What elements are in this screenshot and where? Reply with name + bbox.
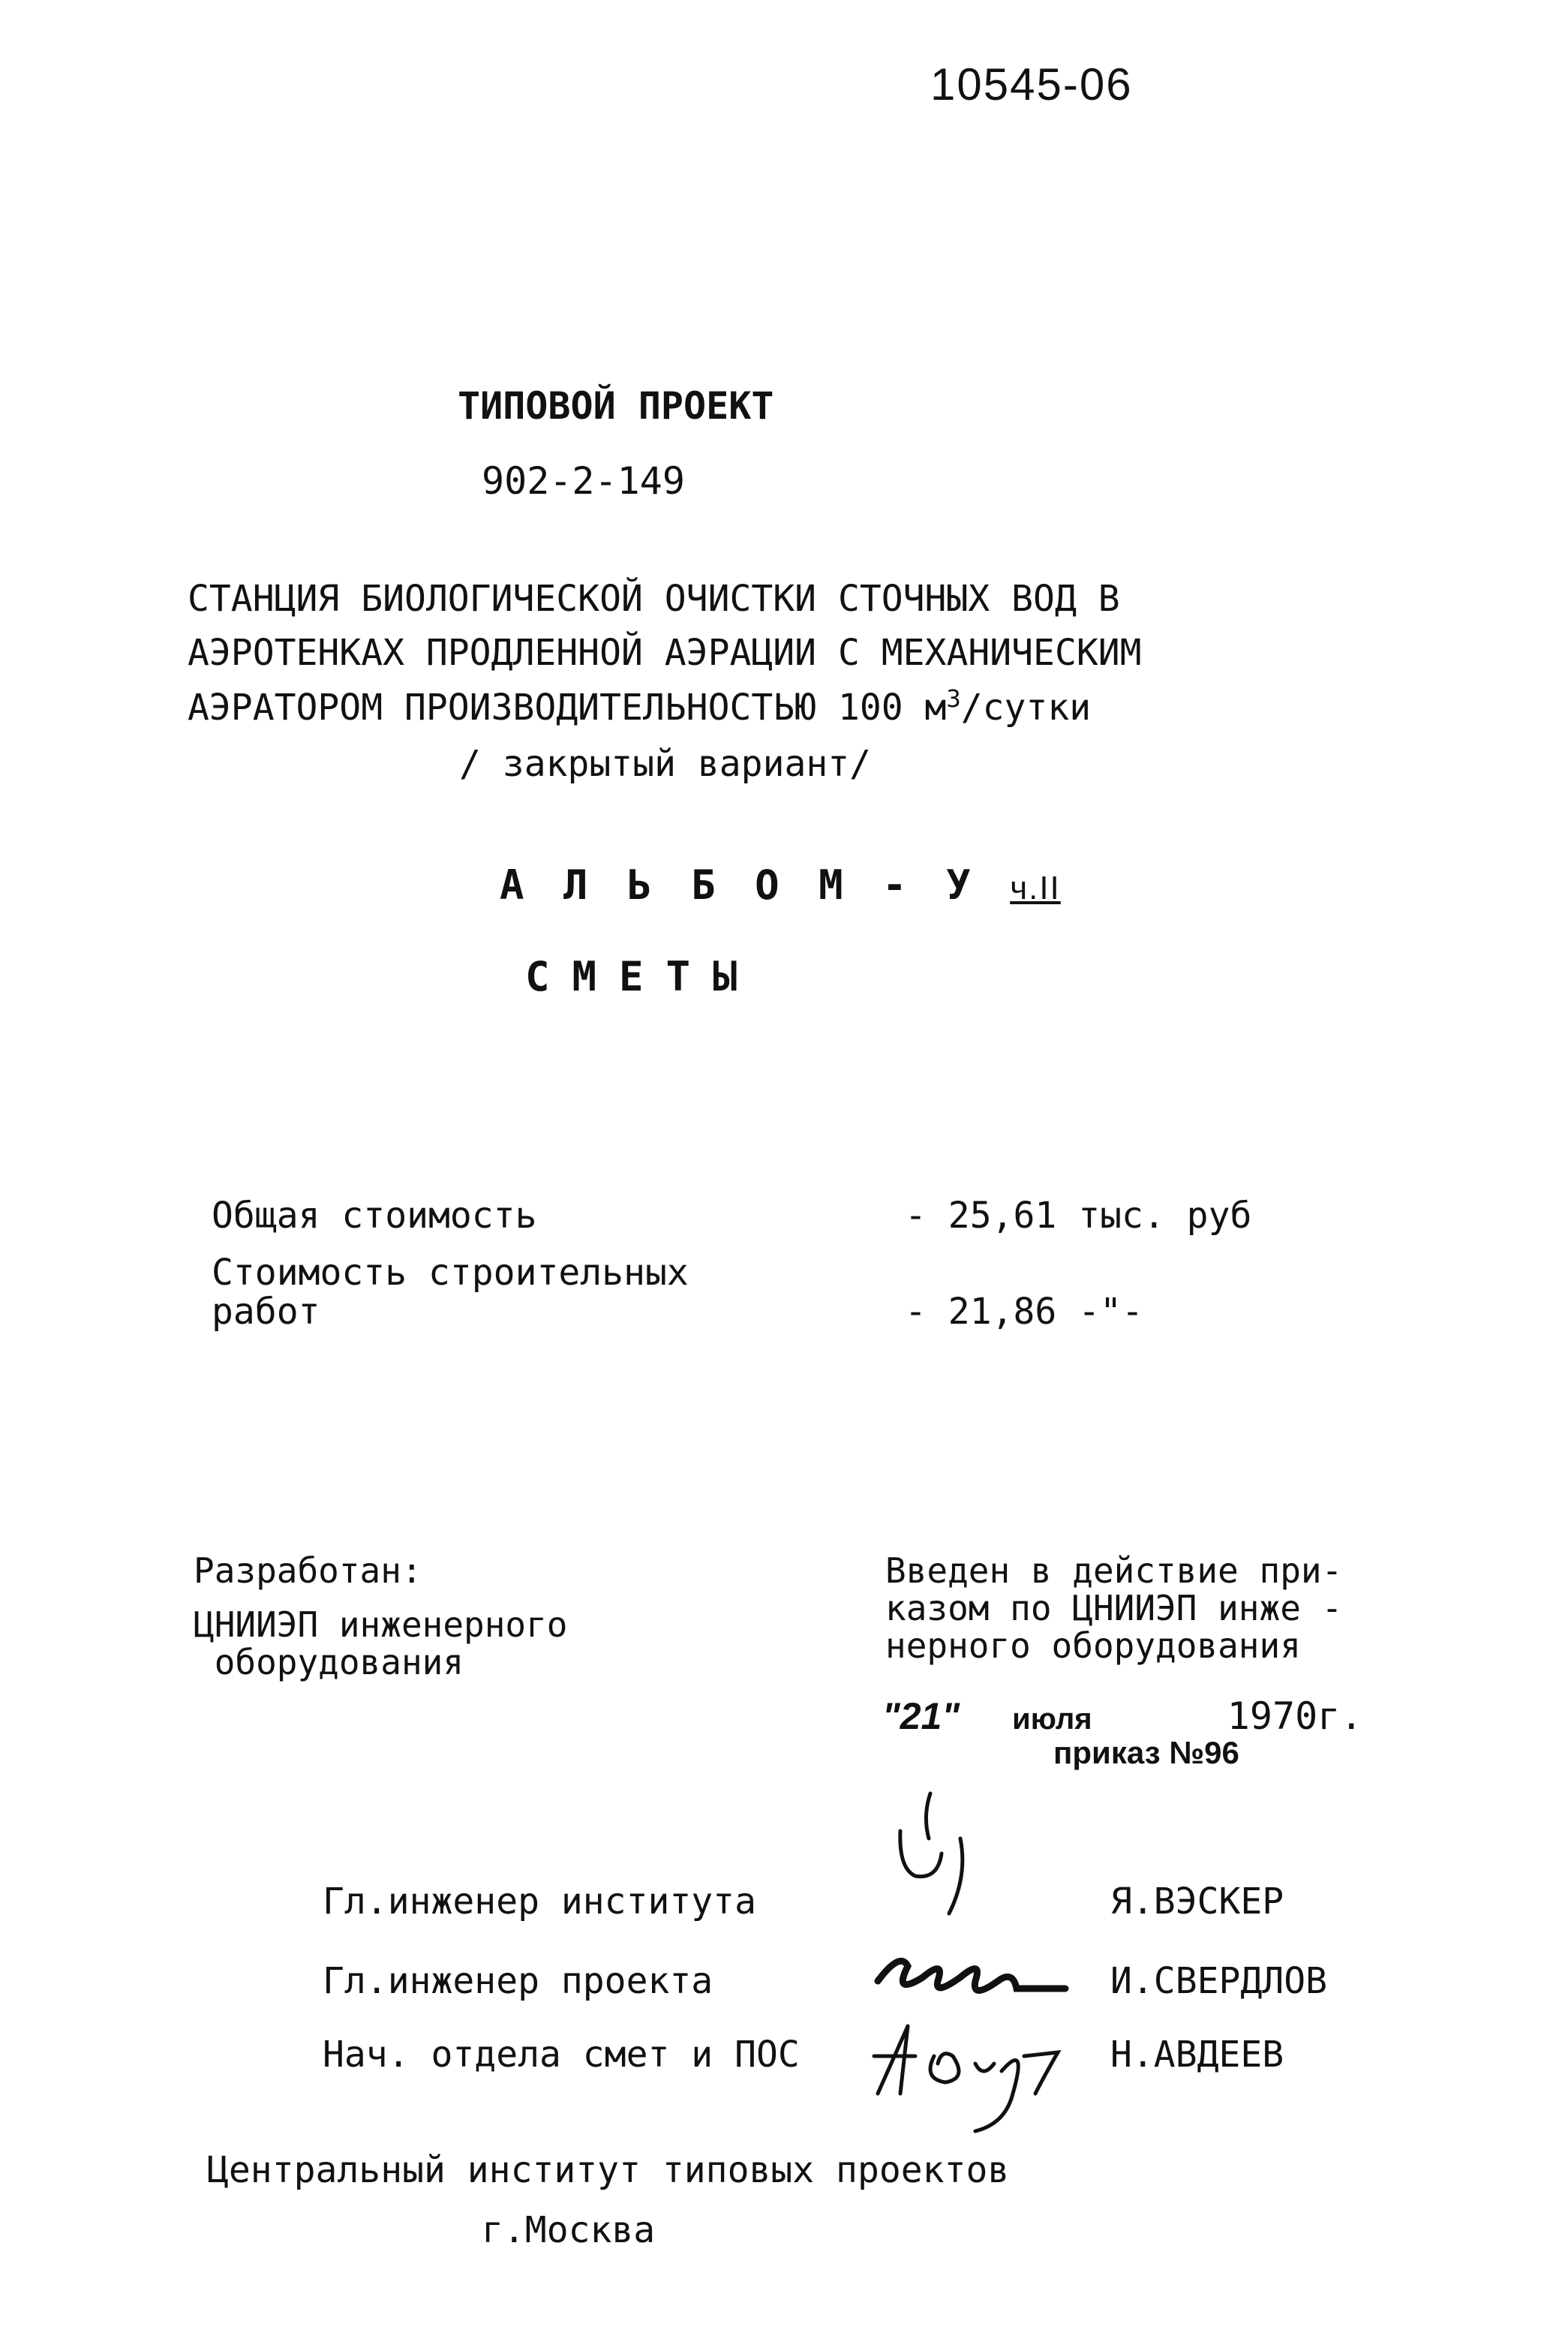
estimates-department-head-signature-icon: [863, 2011, 1088, 2139]
album-label: А Л Ь Б О М - У: [500, 861, 978, 909]
cubic-superscript: 3: [946, 684, 961, 713]
enactment-statement: [885, 1552, 1342, 1664]
project-type-label: ТИПОВОЙ ПРОЕКТ: [458, 384, 774, 428]
album-heading: [500, 861, 1061, 909]
publisher-name: Центральный институт типовых проектов: [207, 2149, 1010, 2191]
developer-organization: [194, 1606, 568, 1681]
total-cost-label: Общая стоимость: [212, 1195, 537, 1237]
signatory-name-1: Я.ВЭСКЕР: [1110, 1881, 1284, 1923]
signatory-role-3: Нач. отдела смет и ПОС: [323, 2034, 800, 2076]
order-number: приказ №96: [1053, 1735, 1239, 1770]
order-date-month: июля: [1012, 1703, 1092, 1736]
title-variant: / закрытый вариант/: [459, 743, 872, 785]
enactment-line-2: казом по ЦНИИЭП инже -: [885, 1588, 1343, 1628]
order-date: [882, 1694, 1362, 1738]
title-line-3: [188, 684, 1091, 729]
signatory-name-3: Н.АВДЕЕВ: [1110, 2034, 1284, 2076]
construction-cost-label-line-1: Стоимость строительных: [212, 1252, 689, 1294]
order-date-year: 1970г.: [1227, 1694, 1363, 1738]
title-line-1: СТАНЦИЯ БИОЛОГИЧЕСКОЙ ОЧИСТКИ СТОЧНЫХ ВОД В: [188, 578, 1120, 620]
document-inventory-number: 10545-06: [930, 59, 1133, 110]
enactment-line-1: Введен в действие при-: [885, 1550, 1343, 1591]
order-date-day: "21": [882, 1695, 960, 1737]
section-heading: СМЕТЫ: [525, 953, 760, 1000]
developer-org-line-1: ЦНИИЭП инженерного: [194, 1604, 568, 1645]
developer-label: Разработан:: [194, 1550, 422, 1591]
construction-cost-value: - 21,86 -"-: [905, 1291, 1143, 1333]
signatory-role-2: Гл.инженер проекта: [323, 1960, 713, 2002]
chief-engineer-institute-signature-icon: [878, 1786, 1028, 1921]
project-code: 902-2-149: [482, 459, 685, 503]
title-line-2: АЭРОТЕНКАХ ПРОДЛЕННОЙ АЭРАЦИИ С МЕХАНИЧЕСКИМ: [188, 632, 1142, 674]
title-line-3-unit: /сутки: [960, 687, 1092, 729]
title-line-3-text: АЭРАТОРОМ ПРОИЗВОДИТЕЛЬНОСТЬЮ 100 м: [188, 687, 947, 729]
signatory-role-1: Гл.инженер института: [323, 1881, 756, 1923]
chief-engineer-project-signature-icon: [863, 1936, 1080, 2019]
album-part: ч.II: [1010, 870, 1061, 906]
total-cost-value: - 25,61 тыс. руб: [905, 1195, 1252, 1237]
construction-cost-label-line-2: работ: [212, 1291, 320, 1333]
publisher-city: г.Москва: [482, 2209, 656, 2251]
enactment-line-3: нерного оборудования: [885, 1625, 1301, 1666]
developer-org-line-2: оборудования: [194, 1642, 464, 1682]
signatory-name-2: И.СВЕРДЛОВ: [1110, 1960, 1327, 2002]
